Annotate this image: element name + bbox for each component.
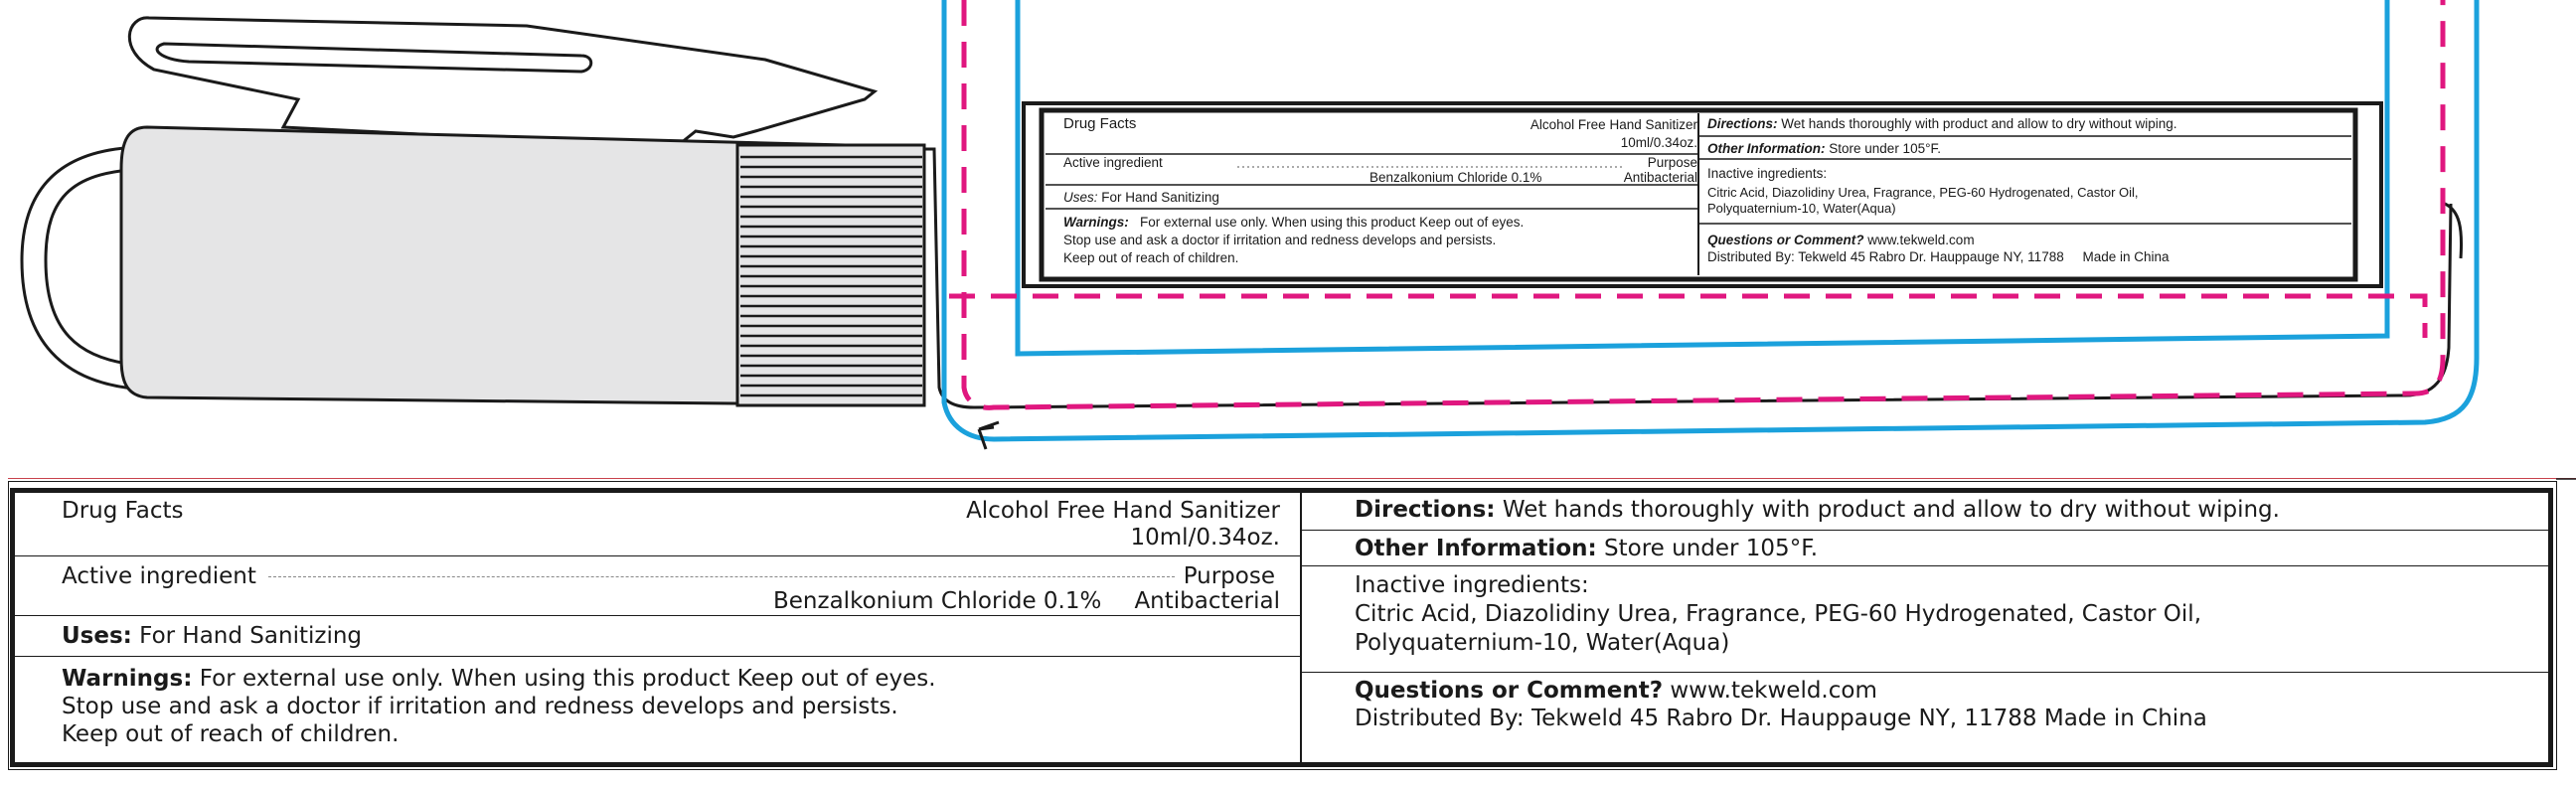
small-uses: Uses: For Hand Sanitizing [1063, 190, 1219, 205]
arrow-icon [979, 422, 999, 449]
small-drug-facts-title: Drug Facts [1063, 115, 1137, 132]
rule-warnings [15, 656, 1300, 657]
small-warnings-line2: Stop use and ask a doctor if irritation and redness develops and persists. [1063, 233, 1497, 247]
small-inactive-heading: Inactive ingredients: [1707, 166, 1828, 181]
column-divider [1300, 492, 1302, 762]
active-ingredient-heading: Active ingredient [62, 563, 256, 589]
directions: Directions: Wet hands thoroughly with product and allow to dry without wiping. [1355, 497, 2280, 523]
small-purpose-heading: Purpose [1647, 155, 1697, 170]
drug-facts-title: Drug Facts [62, 498, 184, 524]
clip-slot [157, 44, 591, 72]
warnings-line3: Keep out of reach of children. [62, 721, 400, 747]
small-purpose: Antibacterial [1623, 170, 1697, 185]
purpose: Antibacterial [1134, 588, 1280, 614]
other-information: Other Information: Store under 105°F. [1355, 536, 1819, 561]
uses: Uses: For Hand Sanitizing [62, 623, 363, 649]
active-ingredient: Benzalkonium Chloride 0.1% [773, 588, 1102, 614]
small-warnings-line3: Keep out of reach of children. [1063, 250, 1239, 265]
red-rule [8, 478, 2576, 479]
warnings-line2: Stop use and ask a doctor if irritation and redness develops and persists. [62, 694, 898, 719]
corner-tick [2556, 467, 2576, 497]
inactive-ingredients-line2: Polyquaternium-10, Water(Aqua) [1355, 630, 1730, 656]
distributed-by: Distributed By: Tekweld 45 Rabro Dr. Hauppauge NY, 11788 Made in China [1355, 706, 2207, 731]
product-size: 10ml/0.34oz. [1130, 525, 1280, 551]
rule-inactive [1300, 565, 2548, 566]
inactive-ingredients-heading: Inactive ingredients: [1355, 572, 1589, 598]
rule-other-info [1300, 530, 2548, 531]
small-product-size: 10ml/0.34oz. [1620, 135, 1697, 150]
rule-questions [1300, 672, 2548, 673]
small-inactive-line1: Citric Acid, Diazolidiny Urea, Fragrance, PEG-60 Hydrogenated, Castor Oil, [1707, 185, 2139, 200]
clip [129, 18, 875, 147]
small-distributed: Distributed By: Tekweld 45 Rabro Dr. Hauppauge NY, 11788 Made in China [1707, 249, 2170, 264]
small-active-ingredient: Benzalkonium Chloride 0.1% [1369, 170, 1542, 185]
inactive-ingredients-line1: Citric Acid, Diazolidiny Urea, Fragrance, PEG-60 Hydrogenated, Castor Oil, [1355, 601, 2201, 627]
rule-active [15, 555, 1300, 556]
small-questions: Questions or Comment? www.tekweld.com [1707, 233, 1975, 247]
small-directions: Directions: Wet hands thoroughly with product and allow to dry without wiping. [1707, 116, 2177, 131]
warnings-line1: Warnings: For external use only. When using this product Keep out of eyes. [62, 666, 936, 692]
purpose-heading: Purpose [1183, 563, 1275, 589]
questions-or-comment: Questions or Comment? www.tekweld.com [1355, 678, 1877, 704]
small-other-info: Other Information: Store under 105°F. [1707, 141, 1941, 156]
small-warnings-line1: Warnings: For external use only. When using this product Keep out of eyes. [1063, 215, 1525, 230]
small-active-heading: Active ingredient [1063, 155, 1163, 170]
cut-line-2 [949, 296, 2425, 338]
product-name: Alcohol Free Hand Sanitizer [966, 498, 1280, 524]
small-inactive-line2: Polyquaternium-10, Water(Aqua) [1707, 201, 1896, 216]
leader-dots [268, 576, 1175, 577]
small-product-name: Alcohol Free Hand Sanitizer [1530, 117, 1697, 132]
ribbed-collar [737, 145, 924, 405]
